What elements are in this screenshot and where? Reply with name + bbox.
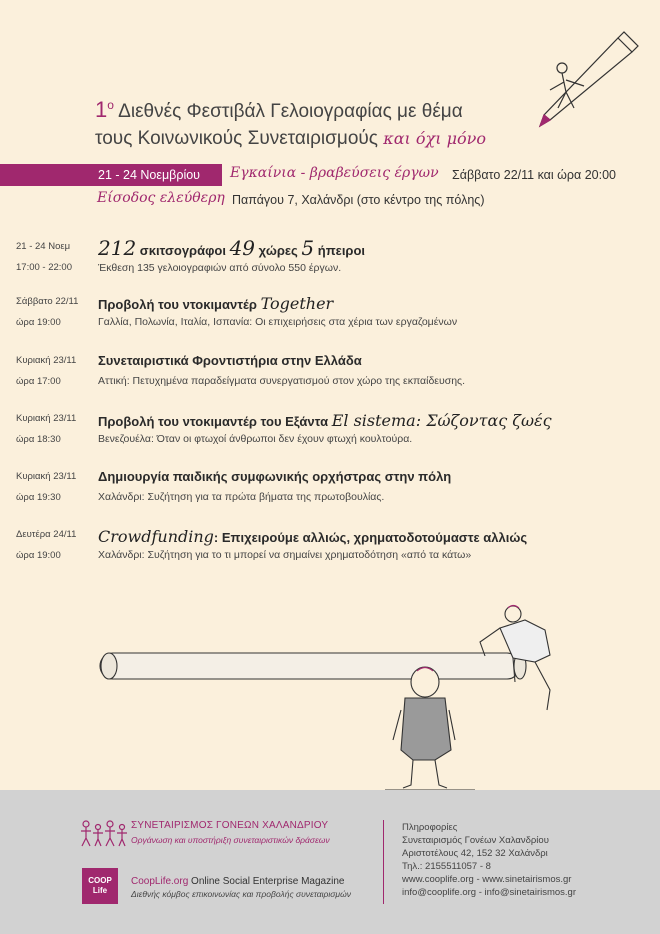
event-time: ώρα 17:00: [16, 376, 61, 387]
event-title: [98, 527, 527, 546]
info-emails[interactable]: info@cooplife.org - info@sinetairismos.gr: [402, 887, 576, 898]
event-together: [0, 294, 660, 344]
event-title-script: El sistema: Σώζοντας ζωές: [331, 411, 552, 430]
title-line-1: Διεθνές Φεστιβάλ Γελοιογραφίας με θέμα: [118, 101, 463, 122]
event-description: Χαλάνδρι: Συζήτηση για τα πρώτα βήματα της πρωτοβουλίας.: [98, 491, 385, 503]
event-time: ώρα 18:30: [16, 434, 61, 445]
title-ordinal-sup: ο: [107, 98, 114, 112]
event-date: Δευτέρα 24/11: [16, 529, 77, 540]
event-title-script: Crowdfunding: [98, 527, 214, 546]
event-date: Σάββατο 22/11: [16, 296, 79, 307]
ceremony-time: Σάββατο 22/11 και ώρα 20:00: [452, 168, 616, 182]
magazine-link[interactable]: CoopLife.org: [131, 876, 189, 887]
event-date: 21 - 24 Νοεμ: [16, 241, 71, 252]
cartoon-illustration: [95, 600, 585, 795]
event-title: Συνεταιριστικά Φροντιστήρια στην Ελλάδα: [98, 353, 362, 368]
info-org: Συνεταιρισμός Γονέων Χαλανδρίου: [402, 835, 549, 846]
event-title: Δημιουργία παιδικής συμφωνικής ορχήστρας στην πόλη: [98, 469, 452, 484]
cooplife-logo: COOP Life: [82, 868, 118, 904]
event-description: Χαλάνδρι: Συζήτηση για το τι μπορεί να σημαίνει χρηματοδότηση «από τα κάτω»: [98, 549, 472, 561]
event-title-text: Προβολή του ντοκιμαντέρ: [98, 297, 261, 312]
parents-coop-logo: [80, 818, 128, 848]
event-date: Κυριακή 23/11: [16, 355, 77, 366]
venue-address: Παπάγου 7, Χαλάνδρι (στο κέντρο της πόλης): [232, 193, 485, 207]
info-phone: Τηλ.: 2155511057 - 8: [402, 861, 491, 872]
event-time: ώρα 19:30: [16, 492, 61, 503]
title-handwritten: και όχι μόνο: [383, 129, 486, 148]
magazine-subtitle: Διεθνής κόμβος επικοινωνίας και προβολής συνεταιρισμών: [131, 889, 351, 899]
title-line-2: τους Κοινωνικούς Συνεταιρισμούς: [95, 128, 378, 149]
event-title: [98, 236, 365, 260]
artists-count: 212: [98, 236, 137, 260]
info-websites[interactable]: www.cooplife.org - www.sinetairismos.gr: [402, 874, 572, 885]
event-description: Γαλλία, Πολωνία, Ιταλία, Ισπανία: Οι επιχειρήσεις στα χέρια των εργαζομένων: [98, 316, 458, 328]
event-time: ώρα 19:00: [16, 550, 61, 561]
magazine-name: [131, 876, 344, 887]
info-heading: Πληροφορίες: [402, 822, 458, 833]
org-subtitle: Οργάνωση και υποστήριξη συνεταιριστικών δράσεων: [131, 835, 330, 845]
event-orchestra: [0, 469, 660, 519]
dates-bar: 21 - 24 Νοεμβρίου: [0, 164, 222, 186]
event-title: [98, 411, 552, 430]
title-ordinal: 1: [95, 97, 108, 122]
event-date: Κυριακή 23/11: [16, 471, 77, 482]
event-time: ώρα 19:00: [16, 317, 61, 328]
event-description: Έκθεση 135 γελοιογραφιών από σύνολο 550 έργων.: [98, 262, 342, 274]
event-title-text: Προβολή του ντοκιμαντέρ του Εξάντα: [98, 414, 332, 429]
org-name: ΣΥΝΕΤΑΙΡΙΣΜΟΣ ΓΟΝΕΩΝ ΧΑΛΑΝΔΡΙΟΥ: [131, 820, 329, 831]
event-tutoring: [0, 353, 660, 403]
event-time: 17:00 - 22:00: [16, 262, 72, 273]
festival-title: [95, 92, 535, 152]
countries-label: χώρες: [255, 243, 302, 258]
event-exhibition: [0, 236, 660, 286]
ceremony-label: Εγκαίνια - βραβεύσεις έργων: [230, 165, 439, 181]
event-description: Βενεζουέλα: Όταν οι φτωχοί άνθρωποι δεν έχουν φτωχή κουλτούρα.: [98, 433, 413, 445]
footer-divider: [383, 820, 384, 904]
continents-count: 5: [301, 236, 315, 260]
event-crowdfunding: [0, 527, 660, 577]
continents-label: ήπειροι: [314, 243, 366, 258]
contact-info: [402, 821, 576, 899]
footer: [0, 790, 660, 934]
magazine-tagline: Online Social Enterprise Magazine: [188, 876, 345, 887]
free-entry-label: Είσοδος ελεύθερη: [97, 190, 225, 206]
event-title-text: : Επιχειρούμε αλλιώς, χρηματοδοτούμαστε αλλιώς: [213, 530, 528, 545]
countries-count: 49: [229, 236, 256, 260]
event-title: [98, 294, 333, 313]
event-date: Κυριακή 23/11: [16, 413, 77, 424]
event-title-script: Together: [260, 294, 334, 313]
artists-label: σκιτσογράφοι: [136, 243, 230, 258]
event-description: Αττική: Πετυχημένα παραδείγματα συνεργατισμού στον χώρο της εκπαίδευσης.: [98, 375, 466, 387]
info-address: Αριστοτέλους 42, 152 32 Χαλάνδρι: [402, 848, 548, 859]
event-el-sistema: [0, 411, 660, 461]
